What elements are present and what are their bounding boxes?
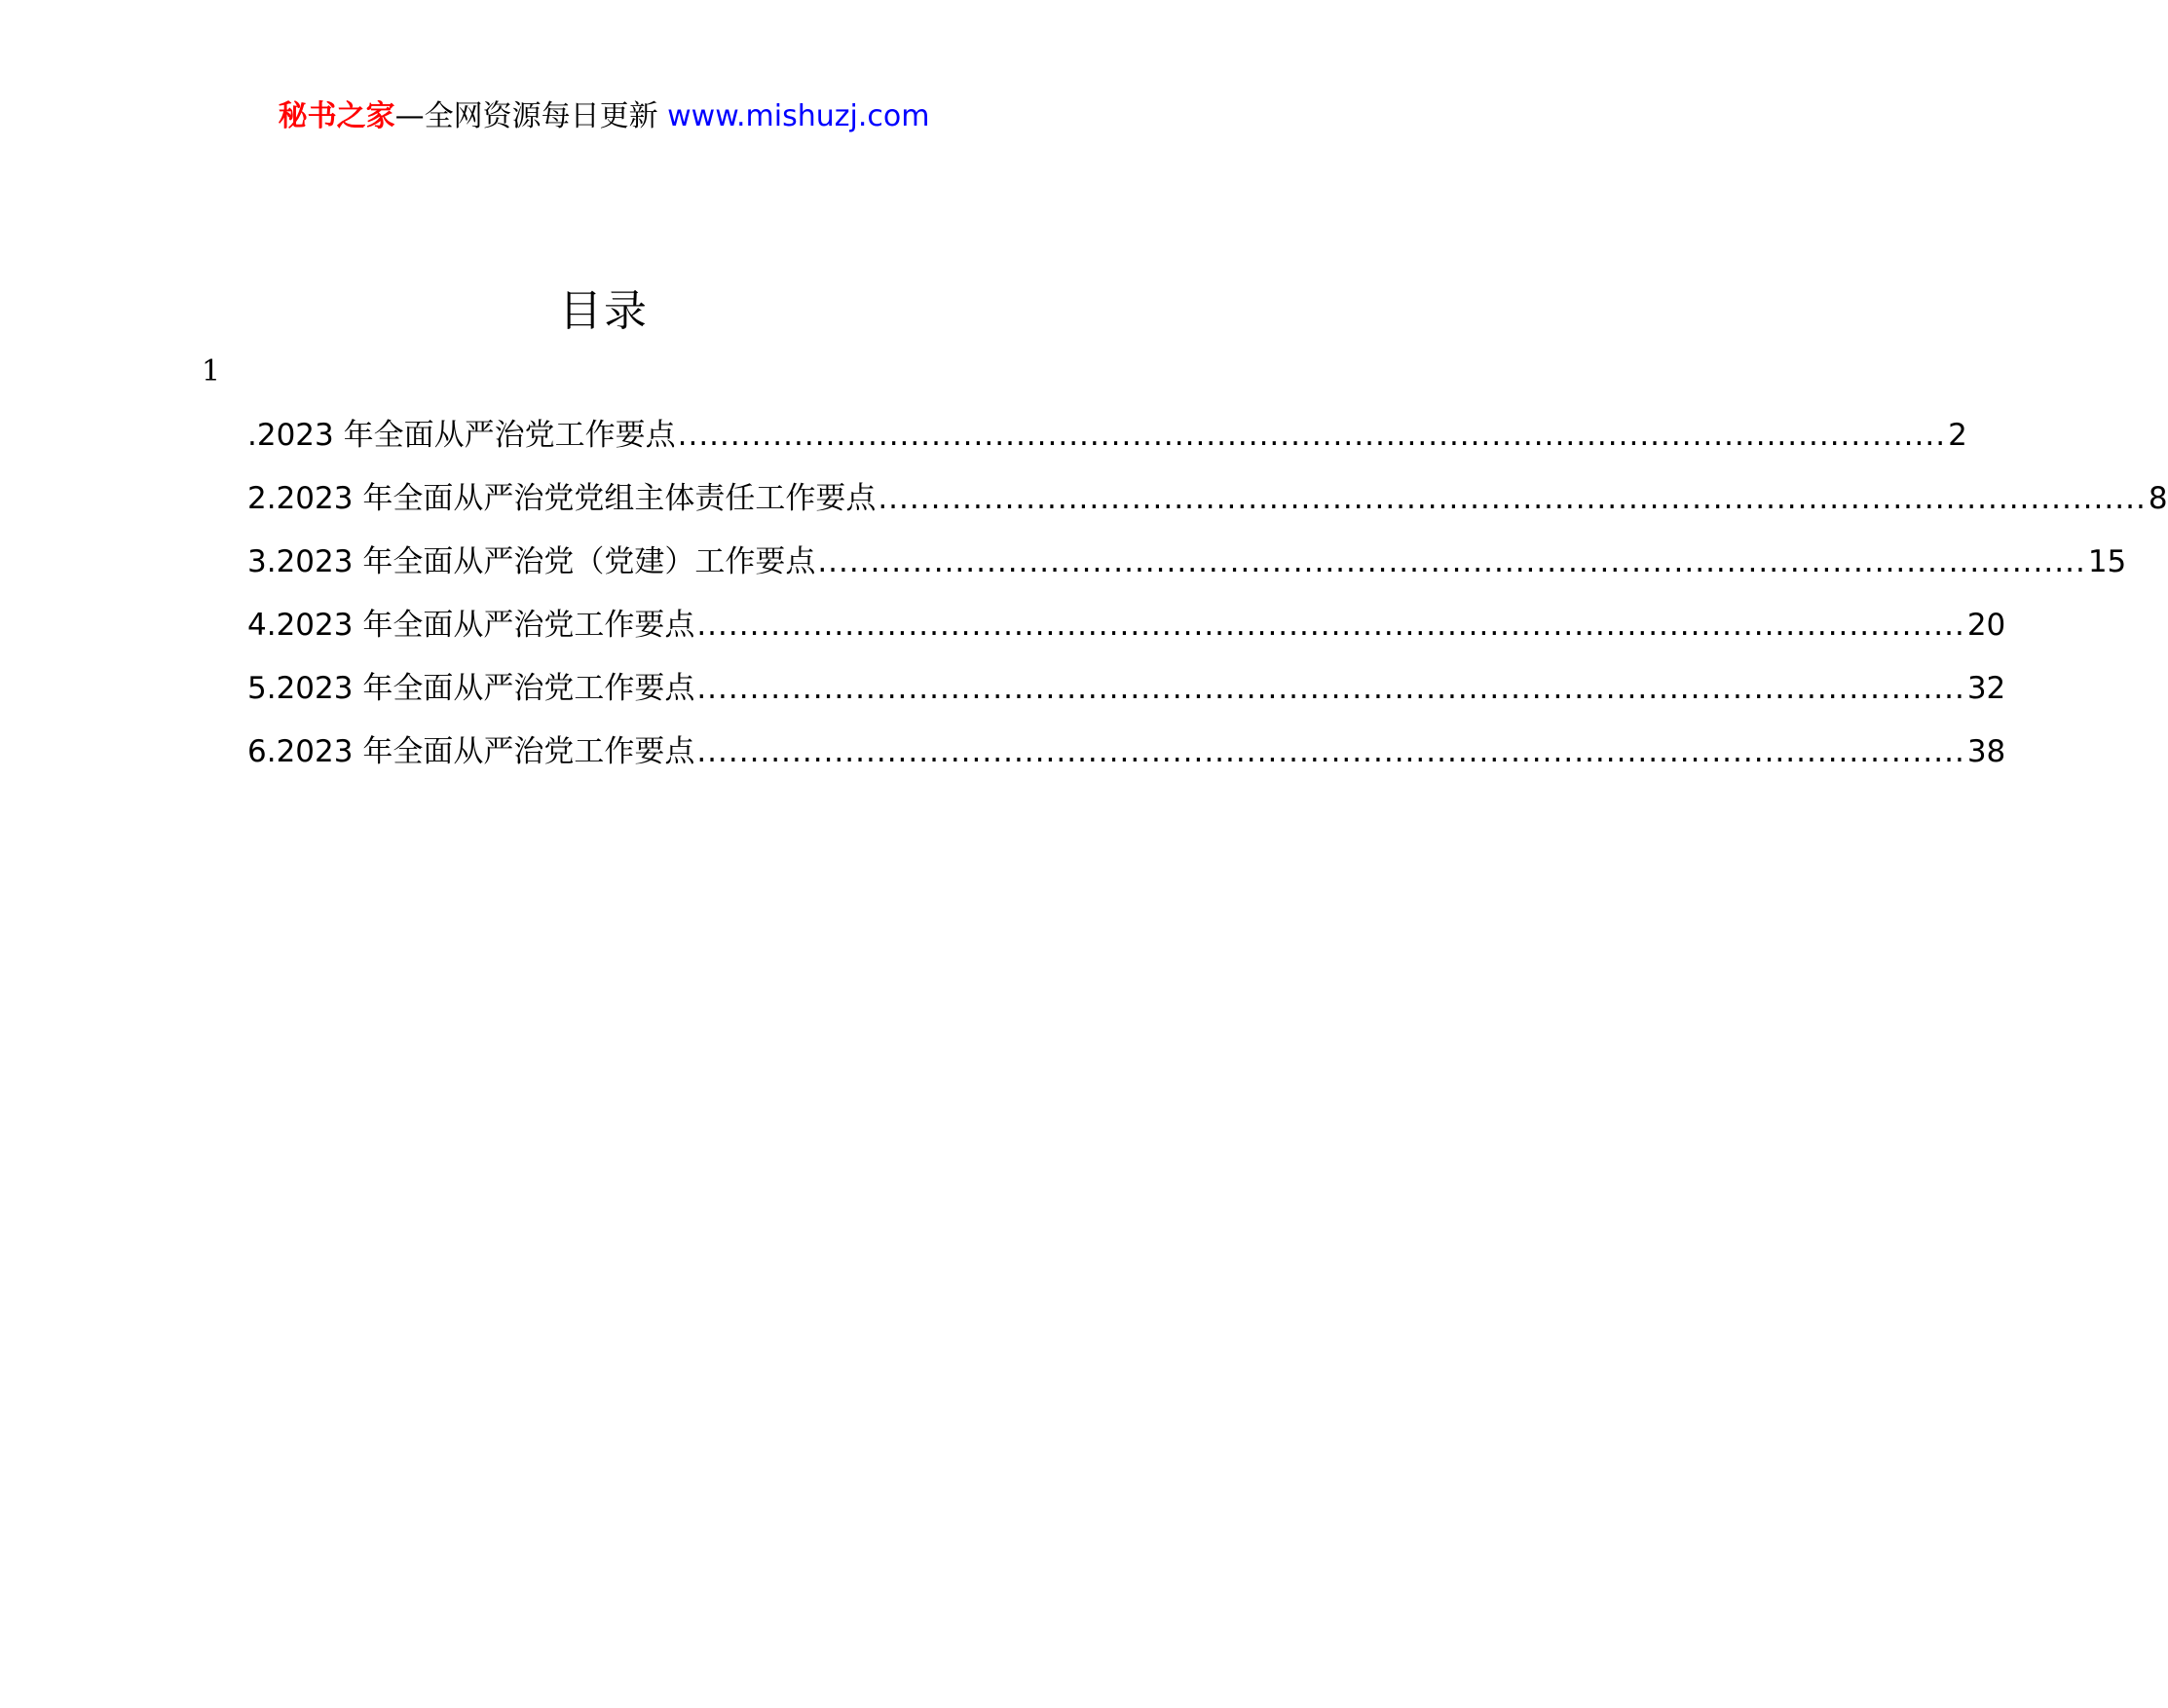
toc-marker: 1 — [202, 354, 221, 389]
toc-entry-label: 3.2023 年全面从严治党（党建）工作要点 — [247, 544, 816, 579]
toc-title: 目录 — [559, 286, 649, 336]
toc-leader-dots: ........................................................................................................................ — [696, 608, 1965, 643]
toc-entry[interactable] — [247, 477, 2168, 540]
toc-entry-page: 15 — [2087, 544, 2127, 579]
toc-leader-dots: ........................................................................................................................ — [817, 544, 2086, 579]
toc-entry[interactable] — [247, 414, 1967, 477]
header-slogan: —全网资源每日更新 — [394, 99, 658, 133]
toc-leader-dots: ........................................................................................................................ — [696, 734, 1965, 769]
toc-leader-dots: ........................................................................................................................ — [677, 418, 1947, 453]
toc-entry-page: 20 — [1966, 608, 2006, 643]
toc-entry-page: 32 — [1966, 671, 2006, 706]
toc-entry-label: .2023 年全面从严治党工作要点 — [247, 418, 676, 453]
toc-entry-page: 2 — [1948, 418, 1967, 453]
toc-entry-label: 4.2023 年全面从严治党工作要点 — [247, 608, 695, 643]
toc-entry-page: 38 — [1966, 734, 2006, 769]
brand-name: 秘书之家 — [278, 99, 395, 133]
toc-entry-label: 5.2023 年全面从严治党工作要点 — [247, 671, 695, 706]
toc-leader-dots: ........................................................................................................................ — [878, 481, 2147, 516]
toc-entry[interactable] — [247, 667, 2006, 730]
site-url-link[interactable]: www.mishuzj.com — [667, 99, 930, 133]
toc-entry-label: 6.2023 年全面从严治党工作要点 — [247, 734, 695, 769]
toc-entry[interactable] — [247, 540, 2127, 604]
toc-list — [247, 414, 2168, 794]
toc-entry-page: 8 — [2148, 481, 2168, 516]
toc-entry[interactable] — [247, 604, 2006, 667]
site-header — [0, 97, 1208, 136]
toc-entry-label: 2.2023 年全面从严治党党组主体责任工作要点 — [247, 481, 877, 516]
toc-entry[interactable] — [247, 730, 2006, 794]
toc-leader-dots: ........................................................................................................................ — [696, 671, 1965, 706]
